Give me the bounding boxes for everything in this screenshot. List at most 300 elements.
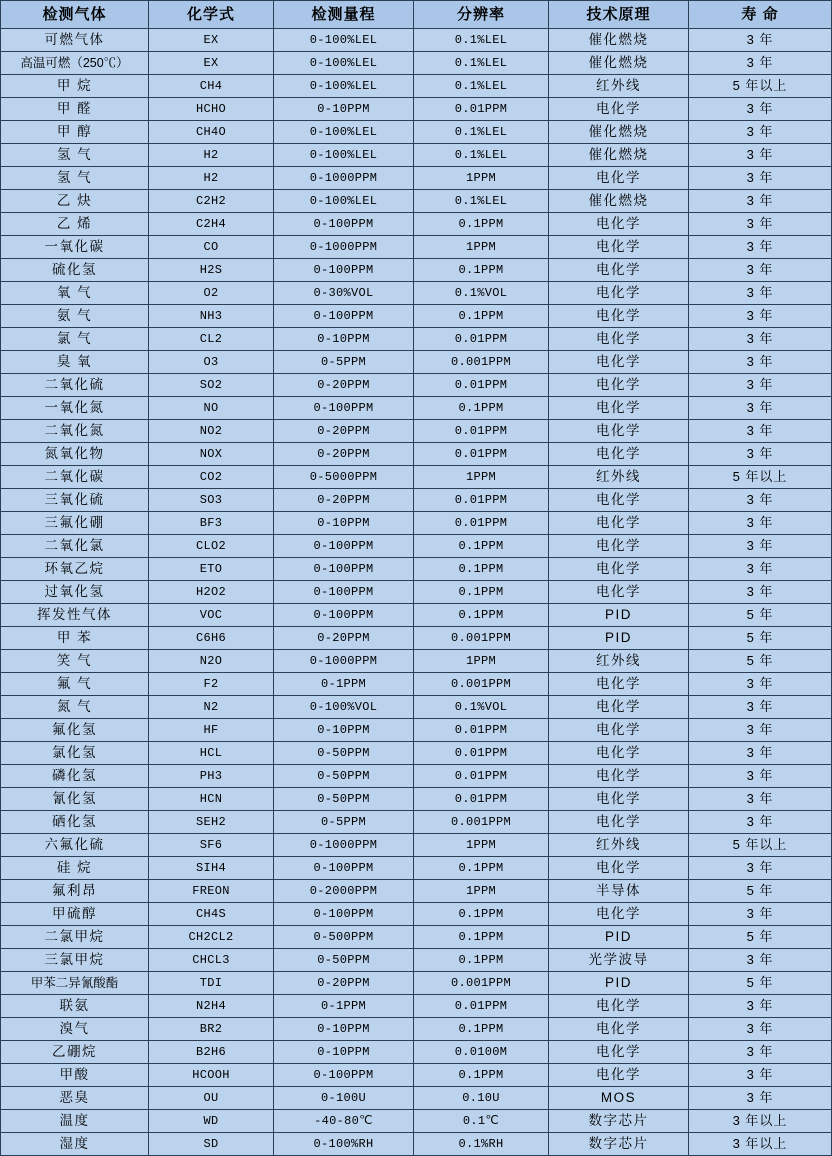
cell-chemical-formula: H2S [149, 259, 274, 282]
table-row [1, 1110, 832, 1133]
cell-chemical-formula: HCL [149, 742, 274, 765]
cell-technology: 电化学 [549, 512, 689, 535]
cell-detection-range: 0-1000PPM [274, 236, 414, 259]
column-header-resolution: 分辨率 [414, 1, 549, 29]
cell-gas-name: 氟化氢 [1, 719, 149, 742]
cell-detection-range: 0-1PPM [274, 673, 414, 696]
cell-chemical-formula: B2H6 [149, 1041, 274, 1064]
cell-detection-range: 0-20PPM [274, 443, 414, 466]
cell-lifetime: 3 年 [689, 420, 832, 443]
cell-detection-range: -40-80℃ [274, 1110, 414, 1133]
cell-lifetime: 3 年以上 [689, 1110, 832, 1133]
cell-detection-range: 0-50PPM [274, 788, 414, 811]
cell-detection-range: 0-5000PPM [274, 466, 414, 489]
cell-lifetime: 3 年 [689, 742, 832, 765]
cell-resolution: 0.1PPM [414, 558, 549, 581]
cell-resolution: 0.1PPM [414, 535, 549, 558]
cell-gas-name: 笑 气 [1, 650, 149, 673]
cell-detection-range: 0-50PPM [274, 742, 414, 765]
table-row [1, 52, 832, 75]
table-row [1, 604, 832, 627]
cell-lifetime: 3 年 [689, 512, 832, 535]
cell-gas-name: 温度 [1, 1110, 149, 1133]
cell-resolution: 0.01PPM [414, 742, 549, 765]
cell-technology: PID [549, 604, 689, 627]
cell-detection-range: 0-50PPM [274, 949, 414, 972]
cell-technology: 催化燃烧 [549, 144, 689, 167]
cell-lifetime: 3 年 [689, 1064, 832, 1087]
cell-lifetime: 5 年 [689, 650, 832, 673]
cell-resolution: 0.1PPM [414, 1018, 549, 1041]
table-row [1, 673, 832, 696]
cell-gas-name: 湿度 [1, 1133, 149, 1156]
cell-chemical-formula: PH3 [149, 765, 274, 788]
cell-technology: 电化学 [549, 305, 689, 328]
cell-lifetime: 3 年 [689, 52, 832, 75]
cell-gas-name: 高温可燃（250℃） [1, 52, 149, 75]
cell-technology: 电化学 [549, 857, 689, 880]
cell-lifetime: 3 年 [689, 98, 832, 121]
table-row [1, 857, 832, 880]
cell-resolution: 0.1%LEL [414, 29, 549, 52]
cell-gas-name: 硒化氢 [1, 811, 149, 834]
cell-chemical-formula: WD [149, 1110, 274, 1133]
cell-lifetime: 5 年以上 [689, 466, 832, 489]
cell-detection-range: 0-100%LEL [274, 121, 414, 144]
cell-lifetime: 3 年 [689, 903, 832, 926]
table-row [1, 121, 832, 144]
cell-chemical-formula: CH4 [149, 75, 274, 98]
cell-resolution: 0.1PPM [414, 604, 549, 627]
table-row [1, 29, 832, 52]
cell-gas-name: 六氟化硫 [1, 834, 149, 857]
cell-lifetime: 3 年 [689, 558, 832, 581]
cell-gas-name: 氮 气 [1, 696, 149, 719]
table-row [1, 627, 832, 650]
table-row [1, 305, 832, 328]
cell-technology: 红外线 [549, 834, 689, 857]
cell-resolution: 0.01PPM [414, 374, 549, 397]
cell-detection-range: 0-5PPM [274, 351, 414, 374]
column-header-lifetime: 寿 命 [689, 1, 832, 29]
cell-detection-range: 0-100PPM [274, 857, 414, 880]
table-row [1, 351, 832, 374]
cell-resolution: 0.01PPM [414, 719, 549, 742]
cell-technology: 电化学 [549, 811, 689, 834]
cell-gas-name: 环氧乙烷 [1, 558, 149, 581]
cell-resolution: 0.1PPM [414, 305, 549, 328]
cell-detection-range: 0-20PPM [274, 489, 414, 512]
cell-gas-name: 硫化氢 [1, 259, 149, 282]
cell-chemical-formula: NOX [149, 443, 274, 466]
cell-lifetime: 3 年 [689, 581, 832, 604]
cell-detection-range: 0-100%LEL [274, 190, 414, 213]
cell-detection-range: 0-100PPM [274, 558, 414, 581]
table-row [1, 650, 832, 673]
cell-chemical-formula: HF [149, 719, 274, 742]
table-row [1, 558, 832, 581]
cell-resolution: 0.1PPM [414, 926, 549, 949]
cell-technology: 电化学 [549, 788, 689, 811]
cell-technology: 电化学 [549, 558, 689, 581]
cell-gas-name: 氟 气 [1, 673, 149, 696]
cell-resolution: 0.1PPM [414, 903, 549, 926]
cell-detection-range: 0-20PPM [274, 420, 414, 443]
cell-chemical-formula: CO2 [149, 466, 274, 489]
cell-chemical-formula: C2H2 [149, 190, 274, 213]
table-row [1, 581, 832, 604]
table-row [1, 834, 832, 857]
cell-gas-name: 氯 气 [1, 328, 149, 351]
cell-lifetime: 3 年 [689, 788, 832, 811]
cell-detection-range: 0-100PPM [274, 259, 414, 282]
table-row [1, 397, 832, 420]
cell-resolution: 0.001PPM [414, 627, 549, 650]
cell-resolution: 1PPM [414, 167, 549, 190]
table-row [1, 719, 832, 742]
cell-technology: 电化学 [549, 98, 689, 121]
cell-resolution: 0.1%VOL [414, 696, 549, 719]
cell-lifetime: 3 年 [689, 765, 832, 788]
cell-chemical-formula: H2 [149, 167, 274, 190]
cell-gas-name: 恶臭 [1, 1087, 149, 1110]
cell-chemical-formula: N2 [149, 696, 274, 719]
table-row [1, 98, 832, 121]
table-row [1, 512, 832, 535]
cell-chemical-formula: NO2 [149, 420, 274, 443]
cell-lifetime: 3 年 [689, 1041, 832, 1064]
cell-resolution: 0.001PPM [414, 351, 549, 374]
cell-gas-name: 挥发性气体 [1, 604, 149, 627]
cell-lifetime: 3 年 [689, 857, 832, 880]
cell-chemical-formula: EX [149, 52, 274, 75]
cell-detection-range: 0-1PPM [274, 995, 414, 1018]
cell-lifetime: 3 年 [689, 167, 832, 190]
cell-resolution: 0.0100M [414, 1041, 549, 1064]
cell-lifetime: 3 年 [689, 259, 832, 282]
cell-lifetime: 3 年 [689, 489, 832, 512]
table-row [1, 696, 832, 719]
cell-lifetime: 5 年以上 [689, 75, 832, 98]
cell-lifetime: 3 年 [689, 351, 832, 374]
cell-chemical-formula: NO [149, 397, 274, 420]
cell-chemical-formula: N2H4 [149, 995, 274, 1018]
cell-detection-range: 0-100%LEL [274, 52, 414, 75]
cell-technology: 半导体 [549, 880, 689, 903]
cell-gas-name: 二氧化氯 [1, 535, 149, 558]
cell-technology: 电化学 [549, 236, 689, 259]
cell-technology: PID [549, 627, 689, 650]
cell-detection-range: 0-100%LEL [274, 29, 414, 52]
cell-chemical-formula: SO3 [149, 489, 274, 512]
cell-gas-name: 乙硼烷 [1, 1041, 149, 1064]
cell-detection-range: 0-1000PPM [274, 650, 414, 673]
cell-chemical-formula: H2O2 [149, 581, 274, 604]
cell-resolution: 0.001PPM [414, 811, 549, 834]
cell-chemical-formula: CL2 [149, 328, 274, 351]
cell-technology: 电化学 [549, 328, 689, 351]
cell-resolution: 0.1PPM [414, 259, 549, 282]
cell-chemical-formula: SIH4 [149, 857, 274, 880]
cell-resolution: 0.1%VOL [414, 282, 549, 305]
cell-resolution: 0.01PPM [414, 98, 549, 121]
cell-technology: 红外线 [549, 466, 689, 489]
cell-technology: 电化学 [549, 351, 689, 374]
cell-lifetime: 3 年 [689, 949, 832, 972]
cell-chemical-formula: C6H6 [149, 627, 274, 650]
cell-chemical-formula: CLO2 [149, 535, 274, 558]
cell-gas-name: 甲硫醇 [1, 903, 149, 926]
cell-gas-name: 硅 烷 [1, 857, 149, 880]
cell-lifetime: 3 年以上 [689, 1133, 832, 1156]
cell-chemical-formula: C2H4 [149, 213, 274, 236]
cell-gas-name: 联氨 [1, 995, 149, 1018]
cell-chemical-formula: SO2 [149, 374, 274, 397]
cell-chemical-formula: SD [149, 1133, 274, 1156]
table-row [1, 420, 832, 443]
cell-resolution: 0.1PPM [414, 213, 549, 236]
cell-gas-name: 过氧化氢 [1, 581, 149, 604]
cell-resolution: 0.1PPM [414, 857, 549, 880]
cell-technology: PID [549, 972, 689, 995]
table-row [1, 259, 832, 282]
cell-technology: 电化学 [549, 535, 689, 558]
cell-chemical-formula: OU [149, 1087, 274, 1110]
cell-technology: 电化学 [549, 213, 689, 236]
cell-chemical-formula: NH3 [149, 305, 274, 328]
cell-resolution: 0.001PPM [414, 673, 549, 696]
cell-gas-name: 甲 醇 [1, 121, 149, 144]
table-row [1, 236, 832, 259]
cell-detection-range: 0-100PPM [274, 535, 414, 558]
table-row [1, 75, 832, 98]
cell-resolution: 0.1%LEL [414, 75, 549, 98]
cell-lifetime: 3 年 [689, 811, 832, 834]
cell-technology: 电化学 [549, 420, 689, 443]
cell-technology: 催化燃烧 [549, 52, 689, 75]
cell-gas-name: 一氧化氮 [1, 397, 149, 420]
cell-gas-name: 可燃气体 [1, 29, 149, 52]
cell-lifetime: 3 年 [689, 1087, 832, 1110]
cell-resolution: 0.01PPM [414, 788, 549, 811]
table-row [1, 926, 832, 949]
cell-detection-range: 0-10PPM [274, 719, 414, 742]
table-row [1, 1064, 832, 1087]
cell-resolution: 0.10U [414, 1087, 549, 1110]
cell-technology: 催化燃烧 [549, 29, 689, 52]
cell-chemical-formula: O2 [149, 282, 274, 305]
cell-detection-range: 0-100PPM [274, 604, 414, 627]
cell-chemical-formula: SF6 [149, 834, 274, 857]
cell-chemical-formula: CH2CL2 [149, 926, 274, 949]
table-row [1, 190, 832, 213]
cell-detection-range: 0-1000PPM [274, 167, 414, 190]
cell-resolution: 0.01PPM [414, 489, 549, 512]
table-row [1, 995, 832, 1018]
cell-technology: 电化学 [549, 443, 689, 466]
cell-lifetime: 5 年 [689, 604, 832, 627]
cell-chemical-formula: SEH2 [149, 811, 274, 834]
cell-chemical-formula: F2 [149, 673, 274, 696]
cell-resolution: 0.01PPM [414, 765, 549, 788]
cell-chemical-formula: CH4O [149, 121, 274, 144]
cell-detection-range: 0-30%VOL [274, 282, 414, 305]
cell-chemical-formula: BR2 [149, 1018, 274, 1041]
cell-lifetime: 3 年 [689, 397, 832, 420]
cell-detection-range: 0-100U [274, 1087, 414, 1110]
cell-chemical-formula: FREON [149, 880, 274, 903]
cell-gas-name: 甲苯二异氰酸酯 [1, 972, 149, 995]
table-header [1, 1, 832, 29]
cell-technology: 红外线 [549, 650, 689, 673]
cell-lifetime: 3 年 [689, 29, 832, 52]
cell-detection-range: 0-20PPM [274, 627, 414, 650]
cell-resolution: 1PPM [414, 834, 549, 857]
cell-gas-name: 氧 气 [1, 282, 149, 305]
cell-lifetime: 5 年 [689, 926, 832, 949]
cell-lifetime: 3 年 [689, 443, 832, 466]
cell-gas-name: 甲 醛 [1, 98, 149, 121]
cell-lifetime: 3 年 [689, 282, 832, 305]
cell-gas-name: 二氧化硫 [1, 374, 149, 397]
cell-resolution: 0.1%LEL [414, 190, 549, 213]
cell-technology: 电化学 [549, 374, 689, 397]
cell-technology: 电化学 [549, 719, 689, 742]
table-row [1, 1018, 832, 1041]
cell-detection-range: 0-2000PPM [274, 880, 414, 903]
cell-technology: 电化学 [549, 581, 689, 604]
cell-chemical-formula: CHCL3 [149, 949, 274, 972]
cell-chemical-formula: BF3 [149, 512, 274, 535]
cell-resolution: 0.01PPM [414, 420, 549, 443]
cell-chemical-formula: HCHO [149, 98, 274, 121]
cell-chemical-formula: CH4S [149, 903, 274, 926]
table-row [1, 788, 832, 811]
cell-resolution: 0.1℃ [414, 1110, 549, 1133]
cell-detection-range: 0-500PPM [274, 926, 414, 949]
cell-resolution: 1PPM [414, 236, 549, 259]
cell-detection-range: 0-100PPM [274, 581, 414, 604]
cell-technology: 电化学 [549, 995, 689, 1018]
cell-detection-range: 0-10PPM [274, 328, 414, 351]
cell-gas-name: 氢 气 [1, 144, 149, 167]
cell-gas-name: 甲酸 [1, 1064, 149, 1087]
cell-resolution: 0.1%RH [414, 1133, 549, 1156]
cell-technology: 电化学 [549, 903, 689, 926]
cell-resolution: 0.01PPM [414, 328, 549, 351]
cell-resolution: 1PPM [414, 650, 549, 673]
cell-detection-range: 0-10PPM [274, 512, 414, 535]
cell-detection-range: 0-100PPM [274, 1064, 414, 1087]
cell-technology: 电化学 [549, 742, 689, 765]
column-header-gas-name: 检测气体 [1, 1, 149, 29]
cell-gas-name: 氢 气 [1, 167, 149, 190]
table-row [1, 167, 832, 190]
cell-lifetime: 3 年 [689, 696, 832, 719]
cell-gas-name: 磷化氢 [1, 765, 149, 788]
cell-gas-name: 氯化氢 [1, 742, 149, 765]
cell-detection-range: 0-5PPM [274, 811, 414, 834]
cell-gas-name: 甲 烷 [1, 75, 149, 98]
cell-resolution: 0.01PPM [414, 995, 549, 1018]
cell-gas-name: 三氯甲烷 [1, 949, 149, 972]
cell-detection-range: 0-100PPM [274, 213, 414, 236]
table-row [1, 213, 832, 236]
cell-lifetime: 3 年 [689, 236, 832, 259]
cell-technology: 电化学 [549, 673, 689, 696]
cell-chemical-formula: ETO [149, 558, 274, 581]
cell-gas-name: 二氧化碳 [1, 466, 149, 489]
table-row [1, 1041, 832, 1064]
cell-chemical-formula: HCOOH [149, 1064, 274, 1087]
cell-chemical-formula: EX [149, 29, 274, 52]
cell-chemical-formula: HCN [149, 788, 274, 811]
table-row [1, 742, 832, 765]
cell-technology: 电化学 [549, 765, 689, 788]
cell-technology: 电化学 [549, 1064, 689, 1087]
table-row [1, 443, 832, 466]
table-row [1, 144, 832, 167]
cell-gas-name: 甲 苯 [1, 627, 149, 650]
table-row [1, 903, 832, 926]
cell-lifetime: 3 年 [689, 1018, 832, 1041]
cell-detection-range: 0-100PPM [274, 397, 414, 420]
table-row [1, 880, 832, 903]
table-row [1, 374, 832, 397]
cell-resolution: 0.1PPM [414, 581, 549, 604]
cell-gas-name: 溴气 [1, 1018, 149, 1041]
cell-resolution: 1PPM [414, 880, 549, 903]
table-row [1, 535, 832, 558]
cell-technology: 电化学 [549, 397, 689, 420]
cell-detection-range: 0-10PPM [274, 1041, 414, 1064]
cell-technology: 电化学 [549, 489, 689, 512]
table-body [1, 29, 832, 1156]
cell-chemical-formula: O3 [149, 351, 274, 374]
cell-resolution: 1PPM [414, 466, 549, 489]
cell-lifetime: 3 年 [689, 144, 832, 167]
table-row [1, 328, 832, 351]
table-row [1, 811, 832, 834]
cell-lifetime: 5 年 [689, 880, 832, 903]
table-row [1, 765, 832, 788]
cell-resolution: 0.01PPM [414, 512, 549, 535]
cell-technology: MOS [549, 1087, 689, 1110]
cell-detection-range: 0-100%LEL [274, 144, 414, 167]
column-header-chemical-formula: 化学式 [149, 1, 274, 29]
table-row [1, 1087, 832, 1110]
cell-technology: 催化燃烧 [549, 121, 689, 144]
cell-resolution: 0.1PPM [414, 1064, 549, 1087]
cell-gas-name: 氮氧化物 [1, 443, 149, 466]
cell-gas-name: 三氧化硫 [1, 489, 149, 512]
table-row [1, 466, 832, 489]
cell-lifetime: 3 年 [689, 374, 832, 397]
cell-technology: 电化学 [549, 259, 689, 282]
cell-lifetime: 3 年 [689, 213, 832, 236]
cell-technology: 光学波导 [549, 949, 689, 972]
cell-lifetime: 5 年以上 [689, 834, 832, 857]
table-header-row [1, 1, 832, 29]
cell-lifetime: 3 年 [689, 995, 832, 1018]
cell-technology: 电化学 [549, 1018, 689, 1041]
cell-gas-name: 二氯甲烷 [1, 926, 149, 949]
table-row [1, 489, 832, 512]
cell-resolution: 0.1PPM [414, 949, 549, 972]
cell-gas-name: 氰化氢 [1, 788, 149, 811]
cell-technology: 电化学 [549, 696, 689, 719]
cell-chemical-formula: N2O [149, 650, 274, 673]
